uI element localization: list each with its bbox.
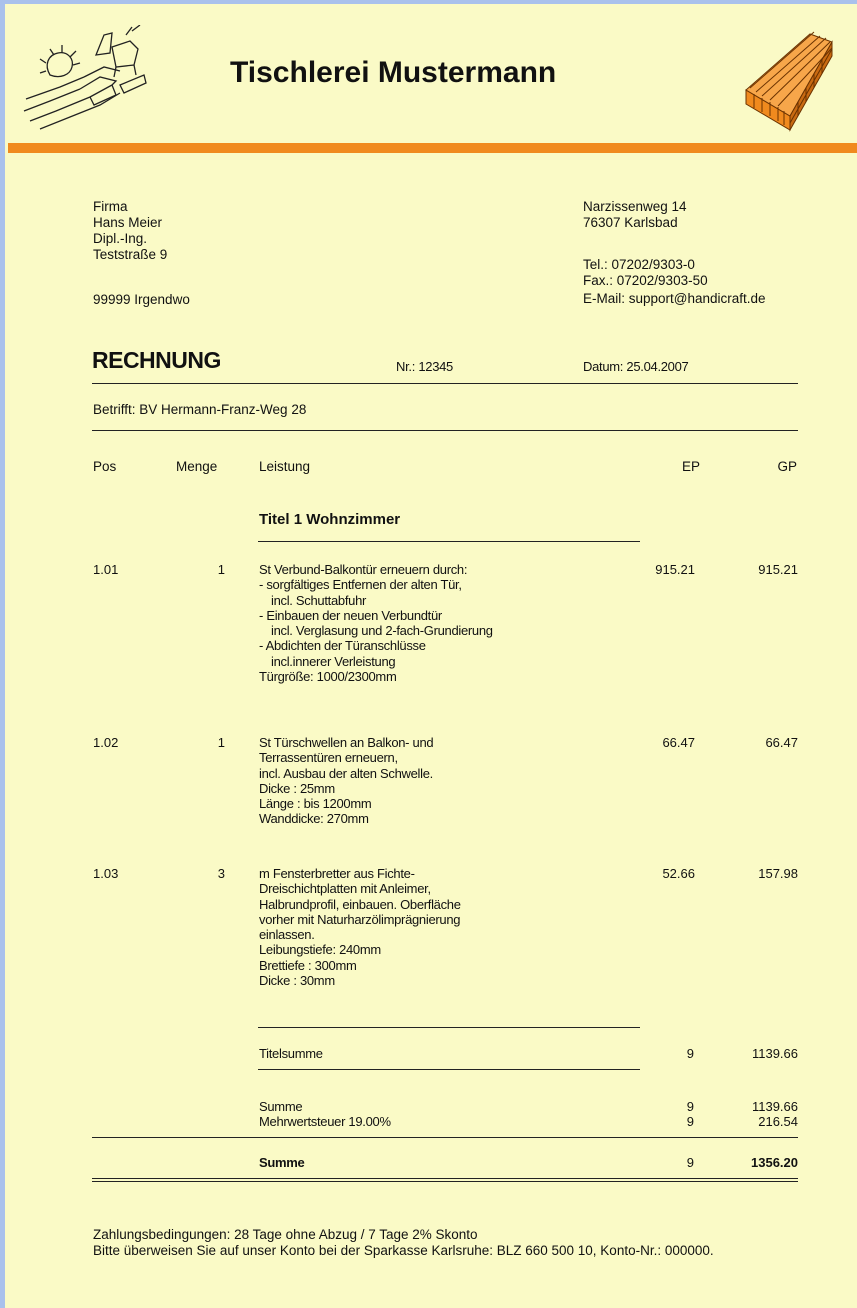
sum-label: Summe [259, 1099, 303, 1114]
header-pos: Pos [93, 459, 117, 474]
invoice-heading: RECHNUNG [92, 347, 221, 373]
header-accent-bar [8, 143, 857, 153]
row-ep: 915.21 [655, 562, 695, 577]
divider [258, 541, 640, 542]
row-pos: 1.02 [93, 735, 119, 750]
row-gp: 157.98 [758, 866, 798, 881]
double-divider [92, 1178, 798, 1182]
description-line: - Abdichten der Türanschlüsse [259, 638, 426, 654]
divider [92, 430, 798, 431]
sender-tel: Tel.: 07202/9303-0 [583, 257, 695, 272]
row-description [259, 866, 461, 988]
vat-value: 216.54 [758, 1114, 798, 1129]
header-total: GP [777, 459, 797, 474]
row-qty: 1 [217, 562, 225, 577]
sender-city: 76307 Karlsbad [583, 215, 678, 230]
description-line: - sorgfältiges Entfernen der alten Tür, [259, 577, 462, 593]
sum-value: 1139.66 [751, 1099, 798, 1114]
description-line: Wanddicke: 270mm [259, 811, 369, 827]
row-ep: 66.47 [662, 735, 695, 750]
page-frame-left [0, 0, 5, 1308]
description-line: Terrassentüren erneuern, [259, 750, 398, 766]
header-service: Leistung [259, 459, 311, 474]
carpentry-tools-icon [20, 25, 150, 130]
recipient-city: 99999 Irgendwo [93, 292, 190, 307]
vat-label: Mehrwertsteuer 19.00% [259, 1114, 391, 1129]
description-line: Brettiefe : 300mm [259, 957, 357, 973]
description-line: Leibungstiefe: 240mm [259, 942, 381, 958]
row-gp: 915.21 [758, 562, 798, 577]
lumber-stack-icon [740, 20, 842, 135]
recipient-line-4: Teststraße 9 [93, 247, 168, 262]
description-line: einlassen. [259, 927, 315, 943]
row-qty: 1 [217, 735, 225, 750]
description-line: Halbrundprofil, einbauen. Oberfläche [259, 896, 461, 912]
title-sum-label: Titelsumme [259, 1046, 323, 1061]
title-sum-code: 9 [686, 1046, 694, 1061]
vat-code: 9 [686, 1114, 694, 1129]
row-pos: 1.01 [93, 562, 119, 577]
row-description [259, 735, 433, 827]
grand-total-value: 1356.20 [751, 1155, 798, 1170]
grand-total-label: Summe [259, 1155, 305, 1170]
description-line: incl. Schuttabfuhr [271, 592, 367, 608]
row-ep: 52.66 [662, 866, 695, 881]
grand-total-code: 9 [686, 1155, 694, 1170]
divider [258, 1027, 640, 1028]
bank-details: Bitte überweisen Sie auf unser Konto bei der Sparkasse Karlsruhe: BLZ 660 500 10, Konto-Nr.: 000000. [93, 1243, 714, 1258]
divider [92, 383, 798, 384]
description-line: Dreischichtplatten mit Anleimer, [259, 881, 431, 897]
sender-street: Narzissenweg 14 [583, 199, 687, 214]
description-line: Länge : bis 1200mm [259, 796, 372, 812]
divider [258, 1069, 640, 1070]
divider [92, 1137, 798, 1138]
description-line: m Fensterbretter aus Fichte- [259, 866, 415, 881]
row-gp: 66.47 [765, 735, 798, 750]
recipient-line-3: Dipl.-Ing. [93, 231, 148, 246]
description-line: St Türschwellen an Balkon- und [259, 735, 434, 750]
description-line: vorher mit Naturharzölimprägnierung [259, 911, 461, 927]
sender-email: E-Mail: support@handicraft.de [583, 291, 766, 306]
description-line: incl. Verglasung und 2-fach-Grundierung [271, 623, 493, 639]
row-pos: 1.03 [93, 866, 119, 881]
sender-fax: Fax.: 07202/9303-50 [583, 273, 708, 288]
recipient-line-1: Firma [93, 199, 128, 214]
invoice-date: Datum: 25.04.2007 [583, 359, 689, 374]
row-description [259, 562, 493, 684]
description-line: incl.innerer Verleistung [271, 653, 396, 669]
page-frame-top [0, 0, 857, 4]
payment-terms: Zahlungsbedingungen: 28 Tage ohne Abzug / 7 Tage 2% Skonto [93, 1227, 478, 1242]
description-line: - Einbauen der neuen Verbundtür [259, 607, 442, 623]
company-title: Tischlerei Mustermann [230, 56, 557, 89]
header-qty: Menge [176, 459, 218, 474]
row-qty: 3 [217, 866, 225, 881]
sum-code: 9 [686, 1099, 694, 1114]
invoice-subject: Betrifft: BV Hermann-Franz-Weg 28 [93, 402, 307, 417]
section-title: Titel 1 Wohnzimmer [259, 511, 401, 528]
description-line: Dicke : 25mm [259, 780, 335, 796]
description-line: Türgröße: 1000/2300mm [259, 669, 397, 685]
description-line: St Verbund-Balkontür erneuern durch: [259, 562, 468, 577]
title-sum-value: 1139.66 [751, 1046, 798, 1061]
description-line: incl. Ausbau der alten Schwelle. [259, 765, 433, 781]
invoice-number: Nr.: 12345 [396, 359, 453, 374]
description-line: Dicke : 30mm [259, 973, 335, 989]
header-unit-price: EP [681, 459, 700, 474]
recipient-line-2: Hans Meier [93, 215, 163, 230]
